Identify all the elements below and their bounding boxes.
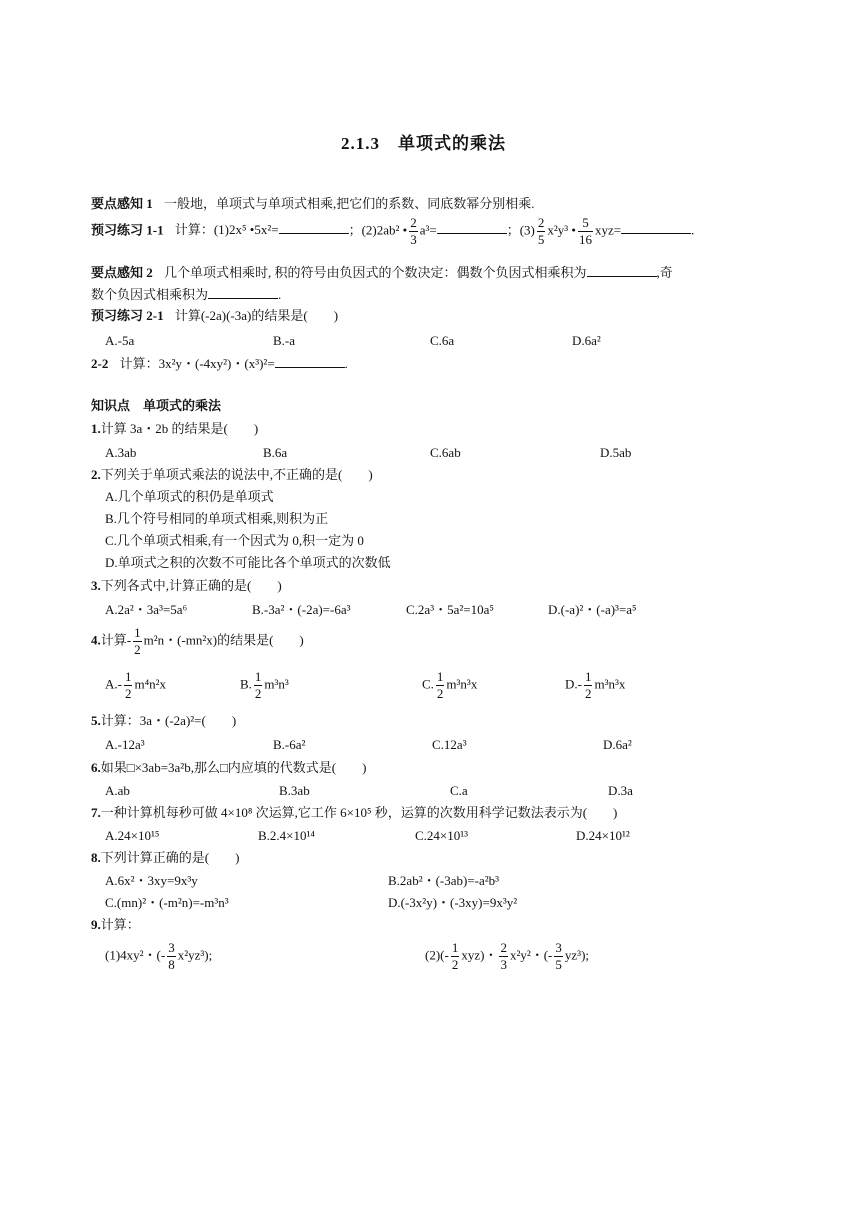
option[interactable]: A.几个单项式的积仍是单项式 xyxy=(105,489,274,504)
preview-1-1-label: 预习练习 1-1 xyxy=(91,222,164,238)
fraction-denominator: 2 xyxy=(436,686,444,701)
option[interactable]: D.(-a)²・(-a)³=a⁵ xyxy=(548,602,637,617)
preview-1-1-part3: a³= xyxy=(419,222,437,238)
option[interactable]: C.24×10¹³ xyxy=(415,828,469,843)
fraction xyxy=(499,940,508,973)
fraction-numerator: 1 xyxy=(451,940,459,955)
fraction-denominator: 16 xyxy=(579,232,592,247)
question-text: 如果□×3ab=3a²b,那么□内应填的代数式是( ) xyxy=(100,760,367,775)
option[interactable]: A.ab xyxy=(105,783,130,798)
question-text: 下列关于单项式乘法的说法中,不正确的是( ) xyxy=(100,467,373,482)
fraction-numerator: 1 xyxy=(134,625,141,640)
expression-text: x²yz³); xyxy=(177,947,213,963)
question-3 xyxy=(91,578,282,594)
answer-blank[interactable] xyxy=(208,286,278,299)
option[interactable]: D.单项式之积的次数不可能比各个单项式的次数低 xyxy=(105,555,391,570)
answer-blank[interactable] xyxy=(587,264,657,277)
question-number: 8. xyxy=(91,850,101,865)
option-prefix: D.- xyxy=(565,676,582,692)
option[interactable]: B.-3a²・(-2a)=-6a³ xyxy=(252,602,351,617)
fraction xyxy=(451,940,460,973)
question-text: 计算： xyxy=(100,917,140,932)
question-number: 3. xyxy=(91,578,101,593)
fraction-denominator: 2 xyxy=(584,686,592,701)
key-point-2-text2: 数个负因式相乘积为 xyxy=(91,287,209,302)
key-point-2-text2b: . xyxy=(278,287,282,302)
key-point-1 xyxy=(91,196,535,212)
question-number: 7. xyxy=(91,805,101,820)
fraction xyxy=(537,215,546,248)
option[interactable]: B.几个符号相同的单项式相乘,则积为正 xyxy=(105,511,329,526)
fraction xyxy=(167,940,176,973)
question-text: 一种计算机每秒可做 4×10⁸ 次运算,它工作 6×10⁵ 秒，运算的次数用科学记数法表示为( ) xyxy=(100,805,618,820)
question-number: 2. xyxy=(91,467,101,482)
question-number: 4. xyxy=(91,632,101,648)
fraction-numerator: 3 xyxy=(168,940,175,955)
answer-blank[interactable] xyxy=(621,221,691,234)
preview-exercise-2-2 xyxy=(91,355,348,372)
key-point-2-label: 要点感知 2 xyxy=(91,265,153,280)
option[interactable]: A.-12a³ xyxy=(105,737,145,752)
option-prefix: C. xyxy=(422,676,434,692)
preview-exercise-1-1 xyxy=(91,215,694,248)
question-text: 计算 3a・2b 的结果是( ) xyxy=(100,421,259,436)
fraction-numerator: 1 xyxy=(254,669,262,684)
option[interactable]: D.24×10¹² xyxy=(576,828,630,843)
key-point-1-text: 一般地，单项式与单项式相乘,把它们的系数、同底数幂分别相乘. xyxy=(164,196,535,211)
question-8 xyxy=(91,850,239,866)
option[interactable]: B.2ab²・(-3ab)=-a²b³ xyxy=(388,873,500,888)
fraction-denominator: 3 xyxy=(500,957,507,972)
option[interactable]: A.6x²・3xy=9x³y xyxy=(105,873,198,888)
question-number: 1. xyxy=(91,421,101,436)
preview-2-1-question: 计算(-2a)(-3a)的结果是( ) xyxy=(174,308,339,323)
key-point-2-line2 xyxy=(91,286,281,303)
option[interactable] xyxy=(422,669,477,702)
fraction xyxy=(124,669,133,702)
question-4 xyxy=(91,625,304,658)
option[interactable]: D.6a² xyxy=(603,737,632,752)
option[interactable]: A.3ab xyxy=(105,445,137,460)
option[interactable]: D.(-3x²y)・(-3xy)=9x³y² xyxy=(388,895,518,910)
fraction xyxy=(254,669,263,702)
question-number: 5. xyxy=(91,713,101,728)
option[interactable]: C.2a³・5a²=10a⁵ xyxy=(406,602,494,617)
option-text: m³n³x xyxy=(446,676,478,692)
question-text: 下列计算正确的是( ) xyxy=(100,850,240,865)
expression-text: (1)4xy²・(- xyxy=(105,947,166,963)
fraction-numerator: 2 xyxy=(410,215,417,230)
option[interactable]: C.12a³ xyxy=(432,737,467,752)
answer-blank[interactable] xyxy=(437,221,507,234)
answer-blank[interactable] xyxy=(275,355,345,368)
fraction-numerator: 3 xyxy=(555,940,562,955)
option[interactable] xyxy=(105,669,166,702)
option[interactable] xyxy=(565,669,625,702)
option[interactable]: B.-a xyxy=(273,333,296,348)
preview-1-1-part2: ；(2)2ab² • xyxy=(348,222,408,238)
fraction xyxy=(584,669,593,702)
question-text: 计算- xyxy=(100,632,132,648)
question-5 xyxy=(91,713,236,729)
option[interactable]: A.-5a xyxy=(105,333,135,348)
fraction xyxy=(578,215,593,248)
preview-2-2-end: . xyxy=(344,356,348,371)
fraction xyxy=(436,669,445,702)
key-point-2-text1: 几个单项式相乘时, 积的符号由负因式的个数决定：偶数个负因式相乘积为 xyxy=(164,265,587,280)
question-9 xyxy=(91,917,140,933)
fraction-denominator: 8 xyxy=(168,957,175,972)
fraction-numerator: 2 xyxy=(500,940,507,955)
preview-1-1-part6: xyz= xyxy=(595,222,622,238)
preview-1-1-end: . xyxy=(691,222,695,238)
preview-2-1-label: 预习练习 2-1 xyxy=(91,308,164,323)
fraction-denominator: 2 xyxy=(124,686,132,701)
preview-2-2-question: 计算：3x²y・(-4xy²)・(x³)²= xyxy=(119,356,275,371)
page-title: 2.1.3 单项式的乘法 xyxy=(341,134,506,153)
expression-text: yz³); xyxy=(564,947,590,963)
expression-text: x²y²・(- xyxy=(509,947,553,963)
option[interactable]: D.3a xyxy=(608,783,633,798)
expression-text: (2)(- xyxy=(425,947,449,963)
option-prefix: A.- xyxy=(105,676,122,692)
option[interactable] xyxy=(240,669,289,702)
question-number: 9. xyxy=(91,917,101,932)
fraction-denominator: 2 xyxy=(134,642,141,657)
fraction xyxy=(133,625,142,658)
option[interactable]: A.24×10¹⁵ xyxy=(105,828,160,843)
fraction-numerator: 1 xyxy=(436,669,444,684)
fraction-denominator: 3 xyxy=(410,232,417,247)
preview-2-2-label: 2-2 xyxy=(91,356,109,371)
fraction-denominator: 5 xyxy=(555,957,562,972)
question-2 xyxy=(91,467,373,483)
fraction-denominator: 2 xyxy=(451,957,459,972)
question-6 xyxy=(91,760,366,776)
question-text-tail: m²n・(-mn²x)的结果是( ) xyxy=(143,632,304,648)
question-number: 6. xyxy=(91,760,101,775)
option[interactable]: D.5ab xyxy=(600,445,632,460)
option-text: m⁴n²x xyxy=(134,676,167,692)
expression-text: xyz)・ xyxy=(461,947,498,963)
question-9-part-1 xyxy=(105,940,212,973)
question-text: 计算：3a・(-2a)²=( ) xyxy=(100,713,237,728)
preview-1-1-part1: 计算：(1)2x⁵ •5x²= xyxy=(174,222,279,238)
fraction xyxy=(554,940,563,973)
key-point-1-label: 要点感知 1 xyxy=(91,196,153,211)
fraction xyxy=(409,215,418,248)
option[interactable]: C.6a xyxy=(430,333,455,348)
option[interactable]: B.3ab xyxy=(279,783,310,798)
question-text: 下列各式中,计算正确的是( ) xyxy=(100,578,282,593)
option[interactable]: B.-6a² xyxy=(273,737,306,752)
fraction-numerator: 1 xyxy=(584,669,592,684)
fraction-denominator: 2 xyxy=(254,686,262,701)
key-point-2-text1b: ,奇 xyxy=(656,265,673,280)
preview-1-1-part5: x²y³ • xyxy=(547,222,576,238)
option[interactable]: B.6a xyxy=(263,445,288,460)
key-point-2 xyxy=(91,264,673,281)
option-text: m³n³ xyxy=(264,676,289,692)
fraction-numerator: 5 xyxy=(578,215,593,232)
option[interactable]: C.6ab xyxy=(430,445,461,460)
section-heading: 知识点 单项式的乘法 xyxy=(91,398,222,413)
option[interactable]: B.2.4×10¹⁴ xyxy=(258,828,315,843)
option-text: m³n³x xyxy=(594,676,626,692)
fraction-denominator: 5 xyxy=(537,232,545,247)
option[interactable]: A.2a²・3a³=5a⁶ xyxy=(105,602,188,617)
preview-exercise-2-1 xyxy=(91,308,338,324)
option[interactable]: C.(mn)²・(-m²n)=-m³n³ xyxy=(105,895,229,910)
option[interactable]: C.a xyxy=(450,783,468,798)
question-7 xyxy=(91,805,617,821)
fraction-numerator: 1 xyxy=(124,669,132,684)
fraction-numerator: 2 xyxy=(537,215,545,230)
option[interactable]: D.6a² xyxy=(572,333,601,348)
option[interactable]: C.几个单项式相乘,有一个因式为 0,积一定为 0 xyxy=(105,533,364,548)
question-9-part-2 xyxy=(425,940,589,973)
option-prefix: B. xyxy=(240,676,252,692)
preview-1-1-part4: ；(3) xyxy=(506,222,535,238)
question-1 xyxy=(91,421,258,437)
answer-blank[interactable] xyxy=(279,221,349,234)
